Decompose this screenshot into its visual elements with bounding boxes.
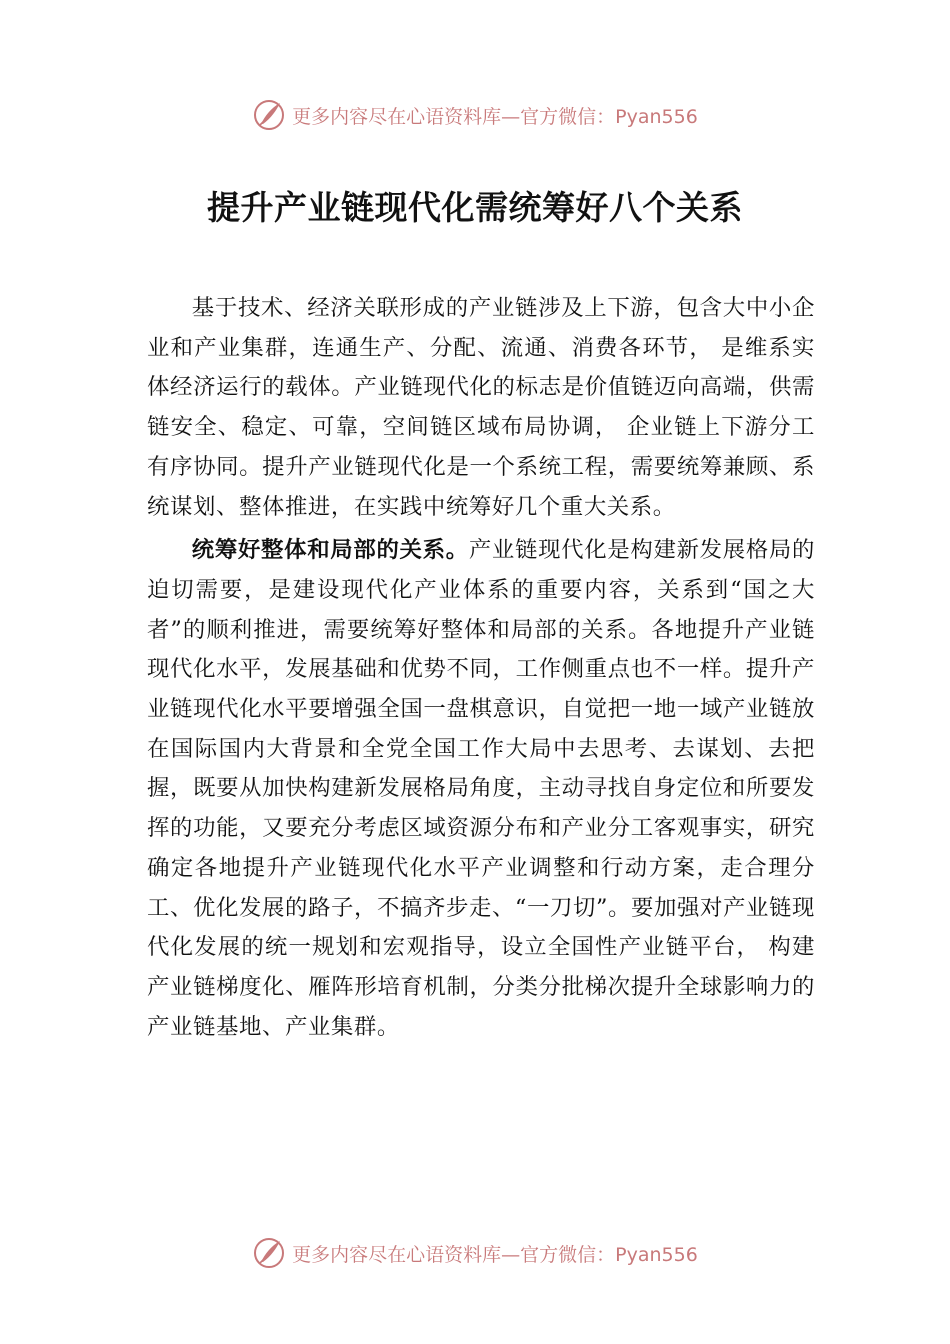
document-body xyxy=(147,289,815,1047)
watermark-wechat-id: Pyan556 xyxy=(615,105,698,128)
watermark-wechat-id: Pyan556 xyxy=(615,1243,698,1266)
header-watermark xyxy=(0,95,950,135)
paragraph xyxy=(147,289,815,527)
paragraph-text: 产业链现代化是构建新发展格局的迫切需要，是建设现代化产业体系的重要内容，关系到“国之大者”的顺利推进，需要统筹好整体和局部的关系。各地提升产业链现代化水平，发展基础和优势不同，工作侧重点也不一样。提升产业链现代化水平要增强全国一盘棋意识，自觉把一地一域产业链放在国际国内大背景和全党全国工作大局中去思考、去谋划、去把握，既要从加快构建新发展格局角度，主动寻找自身定位和所要发挥的功能，又要充分考虑区域资源分布和产业分工客观事实，研究确定各地提升产业链现代化水平产业调整和行动方案，走合理分工、优化发展的路子，不搞齐步走、“一刀切”。要加强对产业链现代化发展的统一规划和宏观指导，设立全国性产业链平台， 构建产业链梯度化、雁阵形培育机制，分类分批梯次提升全球影响力的产业链基地、产业集群。 xyxy=(147,537,816,1040)
paragraph-text: 基于技术、经济关联形成的产业链涉及上下游，包含大中小企业和产业集群，连通生产、分配、流通、消费各环节， 是维系实体经济运行的载体。产业链现代化的标志是价值链迈向高端，供需链安全、稳定、可靠，空间链区域布局协调， 企业链上下游分工有序协同。提升产业链现代化是一个系统工程，需要统筹兼顾、系统谋划、整体推进，在实践中统筹好几个重大关系。 xyxy=(147,295,815,520)
footer-watermark xyxy=(0,1233,950,1273)
watermark-text: 更多内容尽在心语资料库—官方微信：Pyan556 xyxy=(292,105,698,128)
document-title: 提升产业链现代化需统筹好八个关系 xyxy=(207,188,743,227)
paragraph-lead: 统筹好整体和局部的关系。 xyxy=(191,537,469,564)
paragraph xyxy=(147,531,815,1047)
quill-logo-icon xyxy=(252,1236,286,1270)
quill-logo-icon xyxy=(252,98,286,132)
watermark-text: 更多内容尽在心语资料库—官方微信：Pyan556 xyxy=(292,1243,698,1266)
